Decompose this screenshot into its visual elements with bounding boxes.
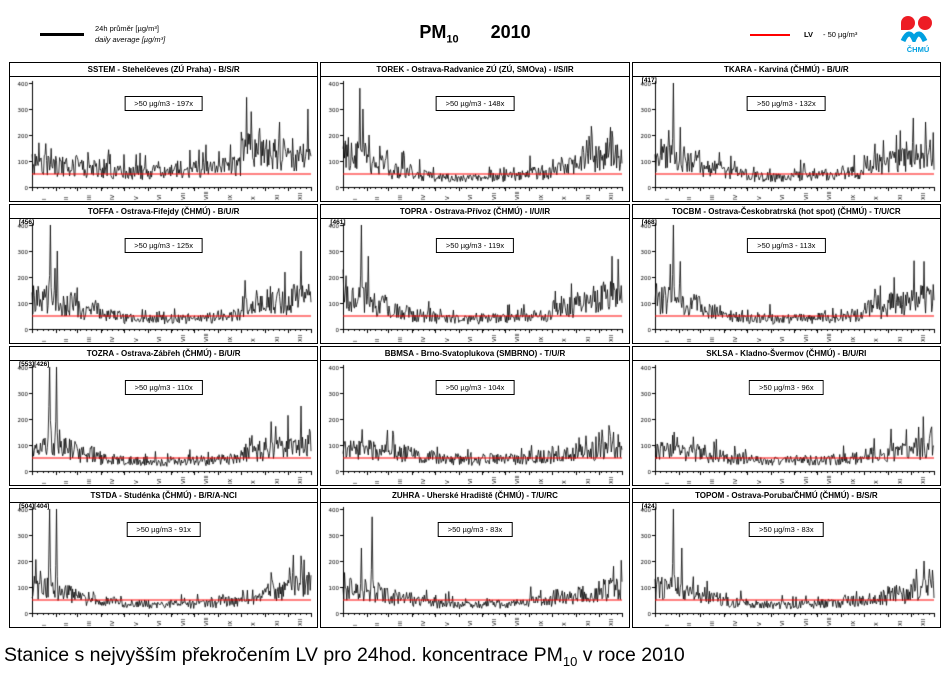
lv-value: - 50 µg/m³ bbox=[823, 30, 858, 39]
exceedance-count-box: >50 µg/m3 - 197x bbox=[124, 96, 203, 111]
figure-caption bbox=[0, 644, 950, 669]
plot-area bbox=[10, 77, 317, 201]
chmu-logo bbox=[896, 16, 940, 54]
station-title: TOCBM - Ostrava-Českobratrská (hot spot) (ČHMÚ) - T/U/CR bbox=[633, 205, 940, 219]
exceedance-count-box: >50 µg/m3 - 83x bbox=[749, 522, 824, 537]
exceedance-count-box: >50 µg/m3 - 104x bbox=[436, 380, 515, 395]
station-panel-tkara bbox=[632, 62, 941, 202]
clipped-peak-values: [424] bbox=[641, 503, 657, 510]
clipped-peak-values: [461] bbox=[330, 219, 346, 226]
station-panel-tstda bbox=[9, 488, 318, 628]
station-panel-sstem bbox=[9, 62, 318, 202]
station-title: TKARA - Karviná (ČHMÚ) - B/U/R bbox=[633, 63, 940, 77]
station-panel-topom bbox=[632, 488, 941, 628]
plot-area bbox=[633, 77, 940, 201]
station-title: TOREK - Ostrava-Radvanice ZÚ (ZÚ, SMOva) - I/S/IR bbox=[321, 63, 628, 77]
station-title: BBMSA - Brno-Svatoplukova (SMBRNO) - T/U/R bbox=[321, 347, 628, 361]
station-title: TOFFA - Ostrava-Fifejdy (ČHMÚ) - B/U/R bbox=[10, 205, 317, 219]
title-pm: PM bbox=[419, 22, 447, 42]
clipped-peak-values: [468] bbox=[641, 219, 657, 226]
station-panel-bbmsa bbox=[320, 346, 629, 486]
station-title: ZUHRA - Uherské Hradiště (ČHMÚ) - T/U/RC bbox=[321, 489, 628, 503]
station-panel-torek bbox=[320, 62, 629, 202]
legend-limit-value bbox=[750, 30, 857, 39]
exceedance-count-box: >50 µg/m3 - 132x bbox=[747, 96, 826, 111]
station-title: SSTEM - Stehelčeves (ZÚ Praha) - B/S/R bbox=[10, 63, 317, 77]
station-panel-topra bbox=[320, 204, 629, 344]
exceedance-count-box: >50 µg/m3 - 83x bbox=[438, 522, 513, 537]
station-title: TSTDA - Studénka (ČHMÚ) - B/R/A-NCI bbox=[10, 489, 317, 503]
plot-area bbox=[10, 503, 317, 627]
plot-area bbox=[633, 503, 940, 627]
plot-area bbox=[10, 361, 317, 485]
exceedance-count-box: >50 µg/m3 - 113x bbox=[747, 238, 825, 253]
legend-daily-label-en: daily average [µg/m³] bbox=[95, 34, 166, 44]
plot-area bbox=[633, 219, 940, 343]
exceedance-count-box: >50 µg/m3 - 119x bbox=[436, 238, 514, 253]
plot-area bbox=[633, 361, 940, 485]
station-title: SKLSA - Kladno-Švermov (ČHMÚ) - B/U/RI bbox=[633, 347, 940, 361]
clipped-peak-values: [456] bbox=[19, 219, 35, 226]
station-panel-tozra bbox=[9, 346, 318, 486]
chmu-logo-icon bbox=[898, 16, 938, 42]
exceedance-count-box: >50 µg/m3 - 96x bbox=[749, 380, 824, 395]
exceedance-count-box: >50 µg/m3 - 110x bbox=[125, 380, 203, 395]
station-title: TOZRA - Ostrava-Zábřeh (ČHMÚ) - B/U/R bbox=[10, 347, 317, 361]
plot-area bbox=[10, 219, 317, 343]
chart-grid bbox=[0, 62, 950, 628]
station-panel-sklsa bbox=[632, 346, 941, 486]
clipped-peak-values: [417] bbox=[641, 77, 657, 84]
plot-area bbox=[321, 219, 628, 343]
red-line-swatch bbox=[750, 34, 790, 36]
plot-area bbox=[321, 361, 628, 485]
legend-daily-label-cz: 24h průměr [µg/m³] bbox=[95, 24, 159, 33]
exceedance-count-box: >50 µg/m3 - 148x bbox=[436, 96, 515, 111]
clipped-peak-values: [553][426] bbox=[19, 361, 50, 368]
station-panel-zuhra bbox=[320, 488, 629, 628]
caption-subscript: 10 bbox=[562, 653, 578, 669]
figure-header bbox=[0, 0, 950, 62]
station-panel-tocbm bbox=[632, 204, 941, 344]
clipped-peak-values: [504][404] bbox=[19, 503, 50, 510]
plot-area bbox=[321, 77, 628, 201]
station-title: TOPOM - Ostrava-Poruba/ČHMÚ (ČHMÚ) - B/S/R bbox=[633, 489, 940, 503]
lv-label: LV bbox=[804, 30, 814, 39]
exceedance-count-box: >50 µg/m3 - 91x bbox=[126, 522, 201, 537]
exceedance-count-box: >50 µg/m3 - 125x bbox=[124, 238, 203, 253]
chmu-logo-text: ČHMÚ bbox=[906, 45, 930, 54]
title-pm-subscript: 10 bbox=[446, 33, 459, 46]
title-year: 2010 bbox=[490, 22, 531, 42]
caption-text-1: Stanice s nejvyšším překročením LV pro 24hod. koncentrace PM bbox=[4, 644, 563, 666]
caption-text-2: v roce 2010 bbox=[577, 644, 685, 666]
plot-area bbox=[321, 503, 628, 627]
station-panel-toffa bbox=[9, 204, 318, 344]
station-title: TOPRA - Ostrava-Přívoz (ČHMÚ) - I/U/IR bbox=[321, 205, 628, 219]
